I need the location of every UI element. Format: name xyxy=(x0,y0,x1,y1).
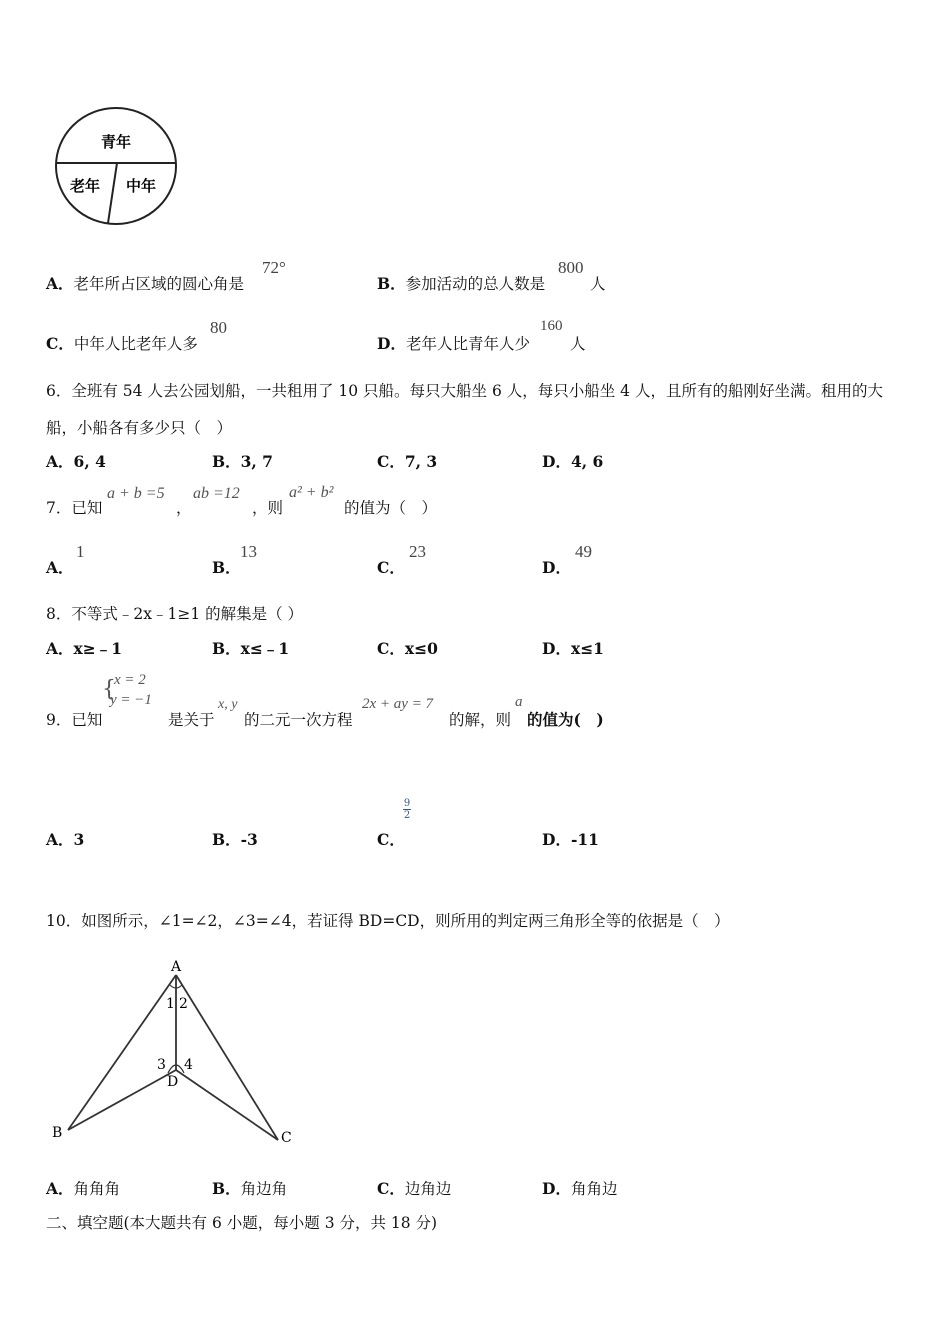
q5-option-b-suffix: 人 xyxy=(590,275,606,293)
q7-eq1: a + b =5 xyxy=(107,485,165,502)
q9-vars: x, y xyxy=(218,697,238,712)
label-angle-4: 4 xyxy=(184,1057,193,1073)
segment-bd xyxy=(68,1070,179,1130)
q7-option-a[interactable]: A． xyxy=(46,558,74,577)
q7-mid: ，则 xyxy=(252,499,284,517)
label-angle-2: 2 xyxy=(179,996,188,1012)
q7-option-c[interactable]: C． xyxy=(377,558,405,577)
label-c: C xyxy=(281,1130,292,1145)
q10-option-a[interactable]: A．角角角 xyxy=(46,1179,121,1198)
q9-system-brace: { xyxy=(102,677,116,702)
age-pie-figure xyxy=(50,105,182,227)
q9-var-a: a xyxy=(515,694,523,710)
label-angle-1: 1 xyxy=(166,996,175,1012)
q5-option-c-math: 80 xyxy=(210,318,227,337)
q9-option-a[interactable]: A．3 xyxy=(46,830,85,849)
q9-system-eq1: x = 2 xyxy=(114,672,146,688)
q10-triangle-figure xyxy=(48,955,300,1145)
q5-option-d[interactable]: D．老年人比青年人少 xyxy=(377,334,530,353)
label-b: B xyxy=(52,1125,63,1141)
q5-option-a[interactable]: A．老年所占区域的圆心角是 xyxy=(46,274,245,293)
segment-cd xyxy=(176,1070,278,1140)
q10-option-b[interactable]: B．角边角 xyxy=(212,1179,288,1198)
label-angle-3: 3 xyxy=(157,1057,166,1073)
q10-stem: 10．如图所示，∠1=∠2，∠3=∠4，若证得 BD=CD，则所用的判定两三角形全等的依据是（ ） xyxy=(46,912,730,930)
q10-option-c[interactable]: C．边角边 xyxy=(377,1179,452,1198)
q9-option-b[interactable]: B．-3 xyxy=(212,830,258,849)
q7-option-d-math: 49 xyxy=(575,542,592,561)
q5-option-d-suffix: 人 xyxy=(570,335,586,353)
pie-label-elderly: 老年 xyxy=(69,177,101,195)
q9-mid2: 的二元一次方程 xyxy=(244,711,353,729)
q5-option-b-math: 800 xyxy=(558,258,584,277)
q9-option-c[interactable]: C． xyxy=(377,830,405,849)
q7-expr: a² + b² xyxy=(289,484,334,501)
q9-system-eq2: y = −1 xyxy=(110,692,152,708)
q5-option-d-math: 160 xyxy=(540,318,563,334)
q8-option-c[interactable]: C．x≤0 xyxy=(377,639,438,658)
pie-divider-vertical xyxy=(108,163,117,223)
q7-option-b[interactable]: B． xyxy=(212,558,241,577)
label-a: A xyxy=(171,959,182,975)
segment-ab xyxy=(68,975,179,1130)
q6-stem-line2: 船，小船各有多少只（ ） xyxy=(46,419,233,437)
q7-option-c-math: 23 xyxy=(409,542,426,561)
q7-sep: ， xyxy=(176,499,192,517)
q9-mid1: 是关于 xyxy=(168,711,215,729)
pie-label-youth: 青年 xyxy=(100,133,132,151)
q9-suffix: 的值为( ) xyxy=(527,710,604,729)
q6-option-b[interactable]: B．3, 7 xyxy=(212,452,273,471)
q5-option-b[interactable]: B．参加活动的总人数是 xyxy=(377,274,546,293)
q9-prefix: 9．已知 xyxy=(46,711,103,729)
q10-option-d[interactable]: D．角角边 xyxy=(542,1179,618,1198)
q8-stem: 8．不等式﹣2x﹣1≥1 的解集是（ ） xyxy=(46,605,304,623)
q6-option-a[interactable]: A．6, 4 xyxy=(46,452,106,471)
q7-eq2: ab =12 xyxy=(193,485,240,502)
q5-option-a-math: 72° xyxy=(262,258,286,277)
q9-equation: 2x + ay = 7 xyxy=(362,696,434,712)
q5-option-c[interactable]: C．中年人比老年人多 xyxy=(46,334,198,353)
q9-mid3: 的解，则 xyxy=(449,711,512,729)
q6-option-d[interactable]: D．4, 6 xyxy=(542,452,604,471)
q7-suffix: 的值为（ ） xyxy=(344,499,438,517)
q9-option-c-fraction: 9 2 xyxy=(403,798,411,821)
q8-option-b[interactable]: B．x≤﹣1 xyxy=(212,639,290,658)
pie-label-middle: 中年 xyxy=(125,177,157,195)
q7-prefix: 7．已知 xyxy=(46,499,103,517)
q8-option-a[interactable]: A．x≥﹣1 xyxy=(46,639,123,658)
label-d: D xyxy=(167,1074,179,1090)
q6-stem-line1: 6．全班有 54 人去公园划船，一共租用了 10 只船。每只大船坐 6 人，每只小船坐 4 人，且所有的船刚好坐满。租用的大 xyxy=(46,382,883,400)
section-2-heading: 二、填空题(本大题共有 6 小题，每小题 3 分，共 18 分) xyxy=(46,1214,438,1232)
q9-option-d[interactable]: D．-11 xyxy=(542,830,599,849)
q8-option-d[interactable]: D．x≤1 xyxy=(542,639,604,658)
q7-option-d[interactable]: D． xyxy=(542,558,571,577)
q7-option-a-math: 1 xyxy=(76,542,85,561)
q7-option-b-math: 13 xyxy=(240,542,257,561)
q6-option-c[interactable]: C．7, 3 xyxy=(377,452,438,471)
